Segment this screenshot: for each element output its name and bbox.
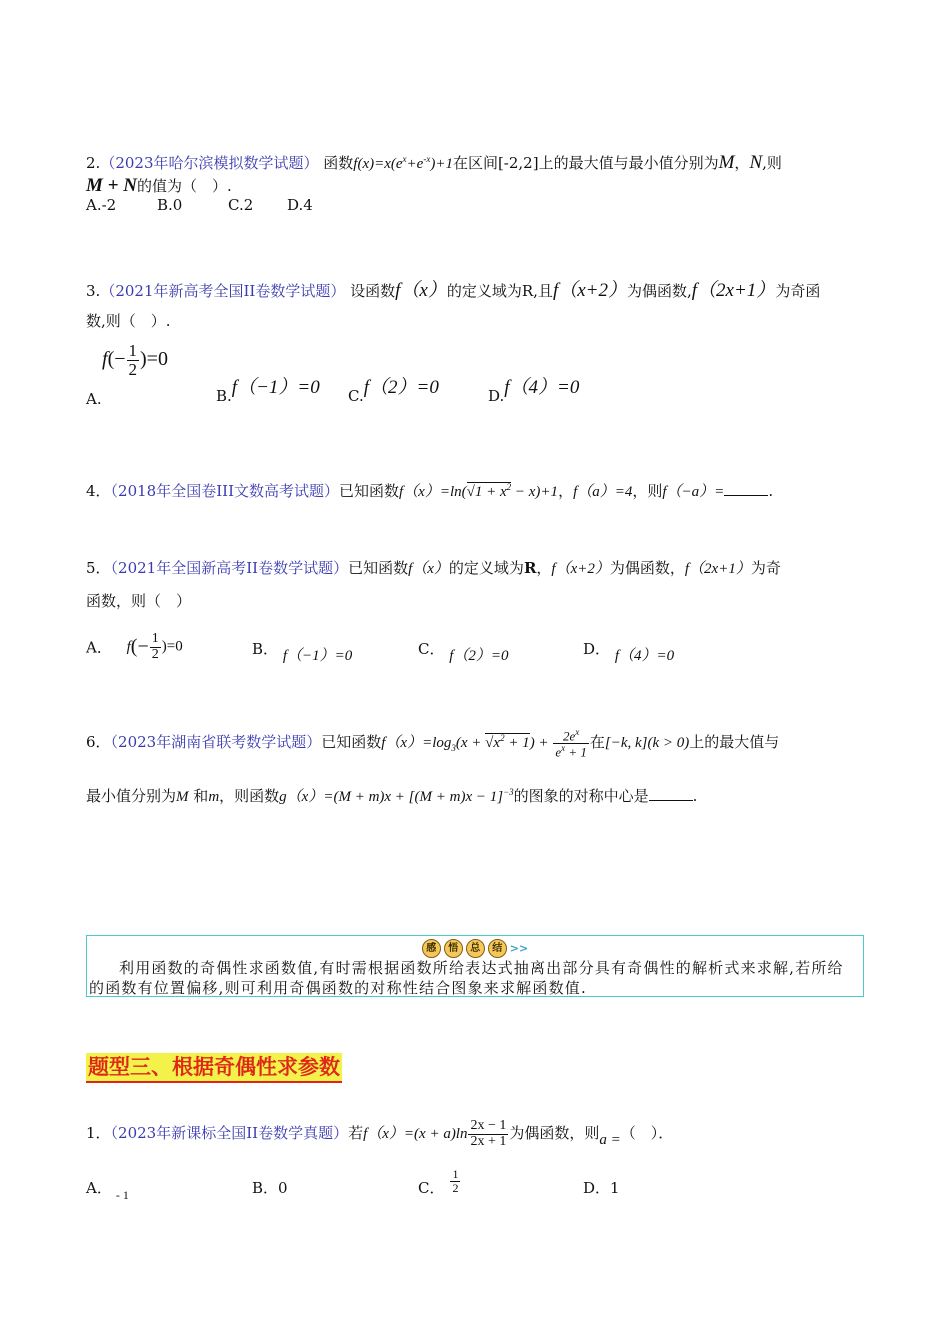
option-b[interactable]: B.f（−1）=0 — [216, 377, 320, 405]
option-c[interactable]: C.f（2）=0 — [348, 377, 439, 405]
answer-blank[interactable] — [649, 786, 693, 801]
question-source: （2023年新课标全国II卷数学真题） — [110, 1124, 349, 1142]
option-d[interactable]: D.4 — [287, 196, 313, 214]
summary-text: 利用函数的奇偶性求函数值,有时需根据函数所给表达式抽离出部分具有奇偶性的解析式来求解,若所给的函数有位置偏移,则可利用奇偶函数的对称性结合图象来求解函数值. — [89, 959, 844, 997]
question-number: 1． — [86, 1124, 111, 1142]
option-c[interactable]: C． $\frac{1}{2}$ — [418, 1167, 459, 1198]
question-4: 4．（2018年全国卷III文数高考试题）已知函数$f(x)=\ln(√1 + x^2 - x)+1$，f（a）=4，则f（−a）= . — [86, 482, 774, 500]
summary-badge — [87, 938, 863, 956]
question-3: 3.（2021年新高考全国II卷数学试题） 设函数f（x）的定义域为R,且f（x+2）为偶函数,f（2x+1）为奇函 数,则（ ）. — [86, 280, 821, 330]
formula: $f(x)=x(e^x+e^{-x})+1$ — [353, 154, 453, 172]
formula: $f(x)=\ln(√1 + x^2 - x)+1$ — [399, 482, 559, 500]
question-source: （2021年新高考全国II卷数学试题） — [100, 282, 346, 300]
question-number: 5． — [86, 559, 111, 577]
question-source: （2023年湖南省联考数学试题） — [110, 733, 322, 751]
question-6: 6．（2023年湖南省联考数学试题）已知函数$f(x)=\log_3(x + √x^2 + 1)$ + $\frac{2e^x}{e^x + 1}$ 在[−k, k](k > 0)上的最大值与 最小值分别为M 和m，则函数$g(x)=(M + m)x + [(M + m)x - 1]^{-3}$的图象的对称中心是 . — [86, 727, 780, 805]
option-b[interactable]: B．0 — [252, 1179, 288, 1197]
formula: $f(x)=\log_3(x + √x^2 + 1)$ + $\frac{2e^x}{e^x + 1}$ — [381, 727, 587, 760]
option-d[interactable]: D．1 — [583, 1179, 620, 1197]
formula: f（x）=(x + a)ln $\frac{2x - 1}{2x + 1}$ — [363, 1118, 507, 1150]
question-5: 5．（2021年全国新高考II卷数学试题）已知函数f（x）的定义域为R，f（x+2）为偶函数，f（2x+1）为奇 函数，则（ ） — [86, 559, 781, 610]
section-heading: 题型三、根据奇偶性求参数 — [86, 1053, 342, 1083]
question-number: 2. — [86, 154, 101, 172]
question-number: 4． — [86, 482, 111, 500]
question-number: 3. — [86, 282, 101, 300]
question-source: （2018年全国卷III文数高考试题） — [110, 482, 339, 500]
option-a[interactable]: A.-2 — [86, 196, 117, 214]
summary-badge-icon: 感 悟 总 结 — [422, 939, 507, 958]
option-d[interactable]: D． f（4）=0 — [583, 640, 675, 664]
question-number: 6． — [86, 733, 111, 751]
section3-question-1: 1．（2023年新课标全国II卷数学真题）若f（x）=(x + a)ln $\frac{2x - 1}{2x + 1}$ 为偶函数，则a =（ ）． — [86, 1118, 674, 1150]
question-source: （2021年全国新高考II卷数学试题） — [110, 559, 349, 577]
double-arrow-icon: >> — [509, 941, 529, 955]
option-a[interactable]: A． $_{- 1}$ — [86, 1179, 129, 1202]
option-d[interactable]: D.f（4）=0 — [488, 377, 580, 405]
formula: M + N — [86, 175, 137, 196]
summary-box — [86, 935, 864, 997]
question-2: 2.（2023年哈尔滨模拟数学试题） 函数$f(x)=x(e^x+e^{-x})+1$在区间[-2,2]上的最大值与最小值分别为M，N,则 M + N的值为（ ）. — [86, 152, 782, 196]
question-source: （2023年哈尔滨模拟数学试题） — [100, 154, 319, 172]
option-c[interactable]: C． f（2）=0 — [418, 640, 509, 664]
option-a[interactable]: A． f(− $\frac{1}{2}$ )=0 — [86, 631, 183, 662]
option-b[interactable]: B． f（−1）=0 — [252, 640, 353, 664]
formula: $g(x)=(M + m)x + [(M + m)x - 1]^{-3}$ — [279, 787, 514, 805]
answer-blank[interactable] — [724, 481, 768, 496]
option-b[interactable]: B.0 — [157, 196, 183, 214]
option-c[interactable]: C.2 — [228, 196, 254, 214]
